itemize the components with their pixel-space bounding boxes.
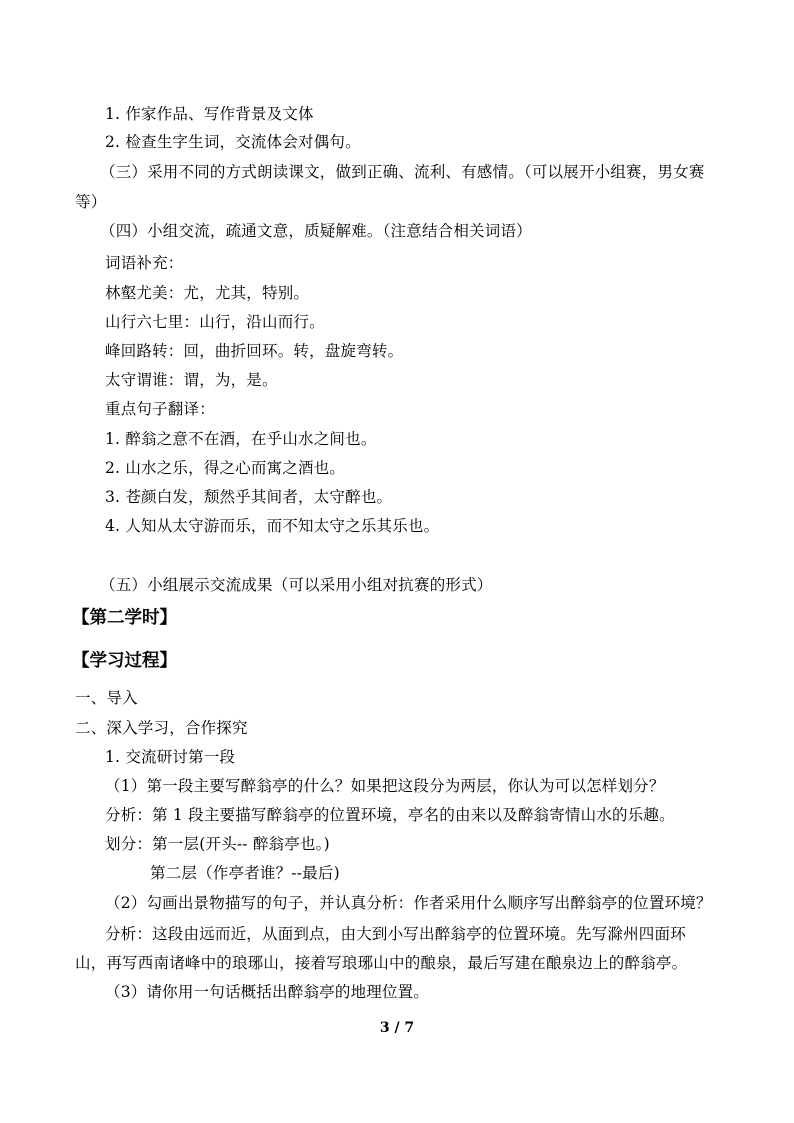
text-line: 1. 交流研讨第一段	[105, 748, 236, 766]
text-line: 等）	[75, 193, 107, 211]
text-line: 山，再写西南诸峰中的琅琊山，接着写琅琊山中的酿泉，最后写建在酿泉边上的醉翁亭。	[75, 954, 688, 972]
list-item: 2. 山水之乐，得之心而寓之酒也。	[105, 459, 346, 477]
text-line: 一、导入	[75, 689, 138, 707]
text-line: 分析：第 1 段主要描写醉翁亭的位置环境，亭名的由来以及醉翁寄情山水的乐趣。	[105, 806, 675, 824]
text-line: 二、深入学习，合作探究	[75, 719, 248, 737]
text-line: 1. 作家作品、写作背景及文体	[105, 105, 314, 123]
text-line: （3）请你用一句话概括出醉翁亭的地理位置。	[105, 983, 430, 1001]
text-line: （五）小组展示交流成果（可以采用小组对抗赛的形式）	[100, 576, 493, 594]
text-line: 太守谓谁：谓，为，是。	[105, 371, 278, 389]
list-item: 4. 人知从太守游而乐，而不知太守之乐其乐也。	[105, 517, 440, 535]
text-line: 第二层（作亭者谁？--最后)	[150, 864, 340, 882]
text-line: （四）小组交流，疏通文意，质疑解难。（注意结合相关词语）	[100, 222, 532, 240]
list-item: 1. 醉翁之意不在酒，在乎山水之间也。	[105, 430, 377, 448]
text-line: 2. 检查生字生词，交流体会对偶句。	[105, 133, 361, 151]
text-line: （1）第一段主要写醉翁亭的什么？如果把这段分为两层，你认为可以怎样划分？	[105, 777, 665, 795]
text-line: 词语补充：	[105, 254, 184, 272]
text-line: 重点句子翻译：	[105, 400, 215, 418]
text-line: 分析：这段由远而近，从面到点，由大到小写出醉翁亭的位置环境。先写滁州四面环	[105, 925, 686, 943]
list-item: 3. 苍颜白发，颓然乎其间者，太守醉也。	[105, 488, 393, 506]
text-line: 林壑尤美：尤，尤其，特别。	[105, 284, 310, 302]
section-heading: 【第二学时】	[72, 608, 177, 628]
text-line: 峰回路转：回，曲折回环。转，盘旋弯转。	[105, 342, 404, 360]
section-heading: 【学习过程】	[72, 651, 177, 671]
text-line: （2）勾画出景物描写的句子，并认真分析：作者采用什么顺序写出醉翁亭的位置环境？	[105, 894, 712, 912]
text-line: 山行六七里：山行，沿山而行。	[105, 313, 325, 331]
text-line: （三）采用不同的方式朗读课文，做到正确、流利、有感情。（可以展开小组赛，男女赛	[100, 163, 705, 181]
page-number: 3 / 7	[379, 1020, 415, 1036]
text-line: 划分：第一层(开头-- 醉翁亭也。)	[105, 835, 330, 853]
